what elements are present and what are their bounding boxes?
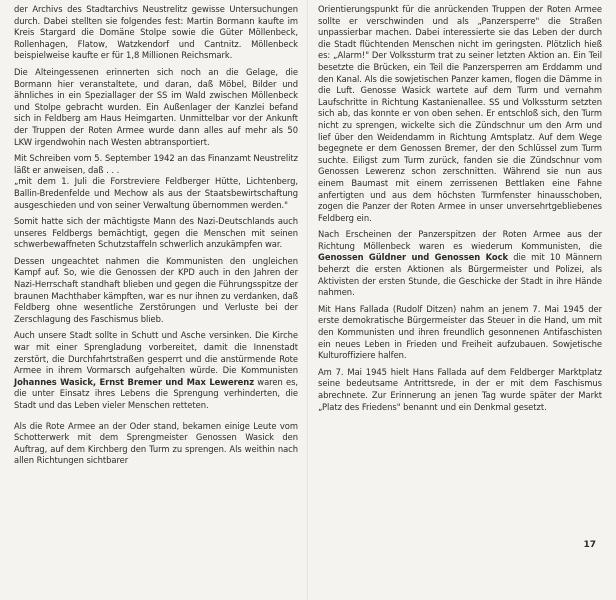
paragraph-text: waren es, die unter Einsatz ihres Lebens die Sprengung verhinderten, die Stadt und das Leben vieler Menschen retteten. <box>14 376 298 410</box>
page-number: 17 <box>583 540 596 550</box>
paragraph <box>318 229 602 299</box>
paragraph: Mit Schreiben vom 5. September 1942 an das Finanzamt Neustrelitz läßt er anweisen, daß . . . <box>14 153 298 175</box>
paragraph: der Archivs des Stadtarchivs Neustrelitz gewisse Untersuchungen durch. Dabei stellten sie folgendes fest: Martin Bormann kaufte im Kreis Stargard die Domäne Stolpe sowie die Güter Möllenbeck, Rollenhagen, Flatow, Watzkendorf und Cantnitz. Möllenbeck beispielweise kaufte er für 1,8 Millionen Reichsmark. <box>14 4 298 61</box>
right-column <box>318 4 602 418</box>
column-divider <box>307 0 308 600</box>
paragraph: Als die Rote Armee an der Oder stand, bekamen einige Leute vom Schotterwerk mit dem Sprengmeister Genossen Wasick den Auftrag, auf dem Kirchberg den Turm zu sprengen. Als weithin nach allen Richtungen sichtbarer <box>14 420 298 466</box>
paragraph: Die Alteingessenen erinnerten sich noch an die Gelage, die Bormann hier veranstaltete, und daran, daß Möbel, Bilder und ähnliches in ein Speziallager der SS im Wald zwischen Möllenbeck und Stolpe gebracht wurden. Ein Außenlager der Kanzlei befand sich in Feldberg am Haus Heimgarten. Unmittelbar vor der Ankunft der Truppen der Roten Armee wurde dann alles auf mehr als 50 LKW irgendwohin nach Westen abtransportiert. <box>14 66 298 147</box>
paragraph <box>14 330 298 411</box>
quote-paragraph: „mit dem 1. Juli die Forstreviere Feldberger Hütte, Lichtenberg, Ballin-Bredenfelde und Mechow als aus der Staatsbewirtschaftung ausgeschieden und von seiner Verwaltung übernommen werden." <box>14 176 298 210</box>
paragraph: Am 7. Mai 1945 hielt Hans Fallada auf dem Feldberger Marktplatz seine bedeutsame Antrittsrede, in der er mit dem Faschismus abrechnete. Zur Erinnerung an jenen Tag wurde später der Markt „Platz des Friedens" benannt und ein Denkmal gesetzt. <box>318 366 602 412</box>
bold-names: Johannes Wasick, Ernst Bremer und Max Lewerenz <box>14 376 255 387</box>
bold-names: Genossen Güldner und Genossen Kock <box>318 252 509 263</box>
paragraph: Orientierungspunkt für die anrückenden Truppen der Roten Armee sollte er verschwinden und als „Panzersperre" die Straßen unpassierbar machen. Dabei interessierte sie das Leben der durch die Stadt flüchtenden Menschen nicht im geringsten. Plötzlich hieß es: „Alarm!" Der Volkssturm trat zu seiner letzten Aktion an. Ein Teil besetzte die Brücken, ein Teil die Panzersperren am Erddamm und den Kanal. Als die sowjetischen Panzer kamen, flogen die Dämme in die Luft. Genosse Wasick wartete auf dem Turm und vernahm Laufschritte in Richtung Kastanienallee. SS und Volkssturm setzten sich ab, das konnte er von oben sehen. Er entschloß sich, den Turm nicht zu sprengen, wickelte sich die Zündschnur um den Arm und lief über den Weidendamm in Richtung Amtsplatz. Auf dem Wege begegnete er dem Genossen Bremer, der den Schlüssel zum Turm suchte. Eiligst zum Turm zurück, fanden sie die Zündschnur vom Genossen Lewerenz schon zerschnitten. Während sie nun aus einem Baumast mit einem zerrissenen Bettlaken eine Fahne anfertigten und aus dem höchsten Turmfenster hinausschoben, zogen die Panzer der Roten Armee in unser unversehrtgebliebenes Feldberg ein. <box>318 4 602 223</box>
paragraph-text: Auch unsere Stadt sollte in Schutt und Asche versinken. Die Kirche war mit einer Sprengladung vorbereitet, damit die Innenstadt zerstört, die Durchfahrtstraßen gesperrt und die anstürmende Rote Armee in ihrem Vormarsch aufgehalten würde. Die Kommunisten <box>14 330 298 376</box>
paragraph-text: die mit 10 Männern beherzt die ersten Aktionen als Bürgermeister und Polizei, als Aktivisten der ersten Stunde, die Geschicke der Stadt in ihre Hände nahmen. <box>318 252 602 298</box>
paragraph: Somit hatte sich der mächtigste Mann des Nazi-Deutschlands auch unseres Feldbergs bemächtigt, gegen die Menschen mit seinen schwerbewaffneten Schutzstaffeln schwerlich anzukämpfen war. <box>14 216 298 250</box>
paragraph: Dessen ungeachtet nahmen die Kommunisten den ungleichen Kampf auf. So, wie die Genossen der KPD auch in den Jahren der Nazi-Herrschaft standhaft blieben und gegen die Führungsspitze der braunen Machthaber kämpften, war es nur ihnen zu verdanken, daß Feldberg ohne wesentliche Zerstörungen und Verluste bei der Zerschlagung des Faschismus blieb. <box>14 255 298 324</box>
paragraph-text: Nach Erscheinen der Panzerspitzen der Roten Armee aus der Richtung Möllenbeck waren es wiederum Kommunisten, die <box>318 229 602 251</box>
paragraph: Mit Hans Fallada (Rudolf Ditzen) nahm an jenem 7. Mai 1945 der erste demokratische Bürgermeister das Steuer in die Hand, um mit den Kommunisten und ihren freundlich gesonnenen Antifaschisten ein neues Leben in Frieden und Freiheit aufzubauen. Sowjetische Kulturoffiziere halfen. <box>318 303 602 361</box>
left-column <box>14 4 298 472</box>
